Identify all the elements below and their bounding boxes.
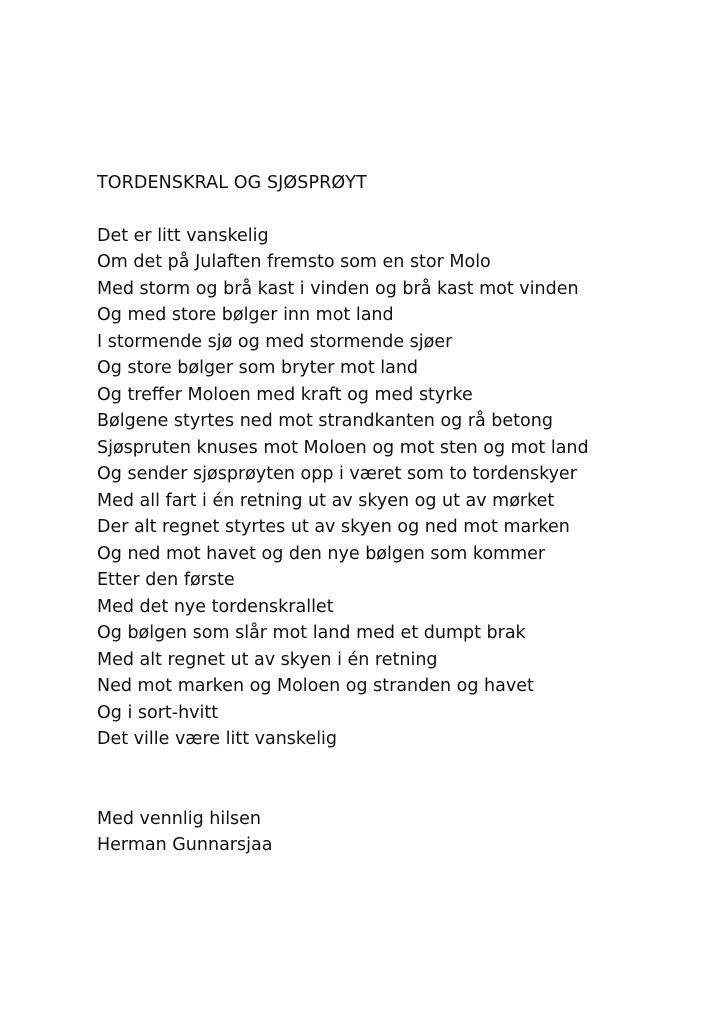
poem-line: Og i sort-hvitt xyxy=(97,702,219,723)
poem-line: Og treffer Moloen med kraft og med styrke xyxy=(97,384,473,405)
poem-line: Det er litt vanskelig xyxy=(97,225,269,246)
poem-line: Med all fart i én retning ut av skyen og ut av mørket xyxy=(97,490,555,511)
poem-line: Og med store bølger inn mot land xyxy=(97,305,394,325)
signoff-greeting: Med vennlig hilsen xyxy=(97,808,262,829)
poem-line: Etter den første xyxy=(97,570,235,590)
poem-title: TORDENSKRAL OG SJØSPRØYT xyxy=(97,173,367,193)
poem-line: Om det på Julaften fremsto som en stor Molo xyxy=(97,252,491,272)
poem-line: Og store bølger som bryter mot land xyxy=(97,358,419,378)
poem-line: Og ned mot havet og den nye bølgen som kommer xyxy=(97,543,546,564)
poem-line: I stormende sjø og med stormende sjøer xyxy=(97,331,453,352)
poem-line: Bølgene styrtes ned mot strandkanten og rå betong xyxy=(97,411,553,431)
poem-line: Ned mot marken og Moloen og stranden og havet xyxy=(97,676,534,696)
poem-body xyxy=(97,223,697,753)
author-name: Herman Gunnarsjaa xyxy=(97,835,273,855)
poem-line: Med alt regnet ut av skyen i én retning xyxy=(97,649,438,670)
poem-line: Der alt regnet styrtes ut av skyen og ned mot marken xyxy=(97,517,570,537)
poem-line: Med storm og brå kast i vinden og brå kast mot vinden xyxy=(97,278,579,299)
poem-line: Med det nye tordenskrallet xyxy=(97,596,334,617)
poem-line: Det ville være litt vanskelig xyxy=(97,729,338,749)
signoff xyxy=(97,806,697,859)
poem-line: Og sender sjøsprøyten opp i været som to tordenskyer xyxy=(97,464,577,484)
poem-line: Og bølgen som slår mot land med et dumpt brak xyxy=(97,623,526,643)
poem-line: Sjøspruten knuses mot Moloen og mot sten og mot land xyxy=(97,437,589,458)
poem-content xyxy=(97,170,697,859)
